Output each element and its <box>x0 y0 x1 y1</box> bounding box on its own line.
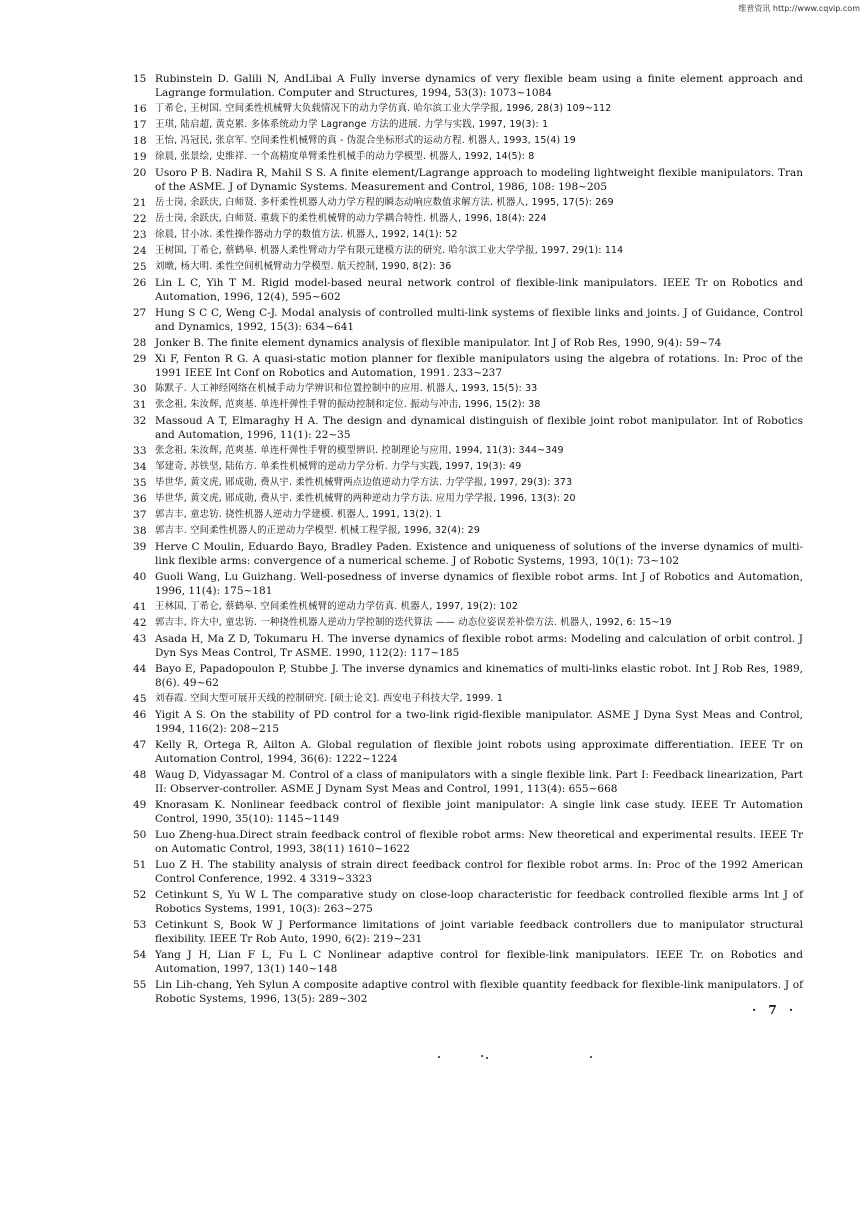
reference-text: 郭吉丰. 空间柔性机器人的正逆动力学模型. 机械工程学报, 1996, 32(4): 29 <box>155 525 480 536</box>
reference-text: 郭吉丰, 童忠钫. 挠性机器人逆动力学建模. 机器人, 1991, 13(2). 1 <box>155 509 442 520</box>
page-number: · 7 · <box>752 1003 798 1017</box>
reference-number: 46 <box>133 709 147 721</box>
reference-text: Bayo E, Papadopoulon P, Stubbe J. The inverse dynamics and kinematics of multi-links elastic robot. Int J Rob Res, 1989, 8(6). 49~62 <box>155 663 803 689</box>
reference-number: 29 <box>133 353 147 365</box>
reference-text: 丁希仑, 王树国. 空间柔性机械臂大负载情况下的动力学仿真. 哈尔滨工业大学学报, 1996, 28(3) 109~112 <box>155 103 612 114</box>
reference-text: 岳士岗, 余跃庆, 白师贤. 多杆柔性机器人动力学方程的瞬态动响应数值求解方法. 机器人, 1995, 17(5): 269 <box>155 197 614 208</box>
reference-number: 28 <box>133 337 147 349</box>
reference-item <box>133 798 803 826</box>
reference-number: 37 <box>133 509 147 521</box>
reference-number: 17 <box>133 119 147 131</box>
reference-item <box>133 616 803 630</box>
reference-number: 34 <box>133 461 147 473</box>
reference-item <box>133 918 803 946</box>
reference-text: Luo Zheng-hua.Direct strain feedback control of flexible robot arms: New theoretical and experimental results. IEEE Tr on Automatic Control, 1993, 38(11) 1610~1622 <box>155 829 803 855</box>
reference-item <box>133 102 803 116</box>
reference-text: Yigit A S. On the stability of PD control for a two-link rigid-flexible manipulator. ASME J Dyna Syst Meas and Control, 1994, 116(2): 208~215 <box>155 709 803 735</box>
reference-text: Guoli Wang, Lu Guizhang. Well-posedness of inverse dynamics of flexible robot arms. Int J of Robotics and Automation, 1996, 11(4): 175~181 <box>155 571 803 597</box>
reference-text: 张念祖, 朱汝辉, 范爽基. 单连杆弹性手臂的振动控制和定位. 振动与冲击, 1996, 15(2): 38 <box>155 399 541 410</box>
reference-item <box>133 524 803 538</box>
reference-item <box>133 260 803 274</box>
reference-item <box>133 150 803 164</box>
reference-item <box>133 570 803 598</box>
reference-item <box>133 540 803 568</box>
reference-item <box>133 948 803 976</box>
reference-item <box>133 662 803 690</box>
reference-text: 王树国, 丁希仑, 蔡鹤皋. 机器人柔性臂动力学有限元建模方法的研究. 哈尔滨工业大学学报, 1997, 29(1): 114 <box>155 245 624 256</box>
reference-list <box>133 72 803 1008</box>
reference-number: 55 <box>133 979 147 991</box>
reference-number: 21 <box>133 197 147 209</box>
reference-number: 30 <box>133 383 147 395</box>
reference-number: 25 <box>133 261 147 273</box>
reference-text: 徐晨, 甘小冰. 柔性操作器动力学的数值方法. 机器人, 1992, 14(1): 52 <box>155 229 458 240</box>
reference-number: 35 <box>133 477 147 489</box>
reference-text: Rubinstein D. Galili N, AndLibai A Fully inverse dynamics of very flexible beam using a finite element approach and Lagrange formulation. Computer and Structures, 1994, 53(3): 1073~1084 <box>155 73 803 99</box>
reference-number: 43 <box>133 633 147 645</box>
reference-text: 张念祖, 朱汝辉, 范爽基. 单连杆弹性手臂的模型辨识. 控制理论与应用, 1994, 11(3): 344~349 <box>155 445 564 456</box>
reference-text: Xi F, Fenton R G. A quasi-static motion planner for flexible manipulators using the algebra of rotations. In: Proc of the 1991 IEEE Int Conf on Robotics and Automation, 1991. 233~237 <box>155 353 803 379</box>
reference-item <box>133 476 803 490</box>
reference-number: 27 <box>133 307 147 319</box>
reference-number: 24 <box>133 245 147 257</box>
reference-text: Knorasam K. Nonlinear feedback control of flexible joint manipulator: A single link case study. IEEE Tr Automation Control, 1990, 35(10): 1145~1149 <box>155 799 803 825</box>
reference-item <box>133 768 803 796</box>
reference-item <box>133 244 803 258</box>
reference-item <box>133 72 803 100</box>
reference-text: Luo Z H. The stability analysis of strain direct feedback control for flexible robot arms. In: Proc of the 1992 American Control Conference, 1992. 4 3319~3323 <box>155 859 803 885</box>
reference-text: Kelly R, Ortega R, Ailton A. Global regulation of flexible joint robots using approximate differentiation. IEEE Tr on Automation Control, 1994, 36(6): 1222~1224 <box>155 739 803 765</box>
reference-number: 32 <box>133 415 147 427</box>
reference-number: 18 <box>133 135 147 147</box>
reference-text: Cetinkunt S, Book W J Performance limitations of joint variable feedback controllers due to manipulator structural flexibility. IEEE Tr Rob Auto, 1990, 6(2): 219~231 <box>155 919 803 945</box>
reference-number: 40 <box>133 571 147 583</box>
reference-item <box>133 414 803 442</box>
reference-number: 26 <box>133 277 147 289</box>
reference-number: 50 <box>133 829 147 841</box>
reference-number: 44 <box>133 663 147 675</box>
reference-item <box>133 978 803 1006</box>
reference-text: Waug D, Vidyassagar M. Control of a class of manipulators with a single flexible link. Part I: Feedback linearization, Part II: Observer-controller. ASME J Dynam Syst Meas and Control, 1991, 113(4): 655~668 <box>155 769 803 795</box>
reference-text: Asada H, Ma Z D, Tokumaru H. The inverse dynamics of flexible robot arms: Modeling and calculation of orbit control. J Dyn Sys Meas Control, Tr ASME. 1990, 112(2): 117~185 <box>155 633 803 659</box>
reference-item <box>133 828 803 856</box>
reference-number: 39 <box>133 541 147 553</box>
reference-text: Usoro P B. Nadira R, Mahil S S. A finite element/Lagrange approach to modeling lightweight flexible manipulators. Tran of the ASME. J of Dynamic Systems. Measurement and Control, 1986, 108: 198~205 <box>155 167 803 193</box>
reference-text: 郭吉丰, 许大中, 童忠钫. 一种挠性机器人逆动力学控制的迭代算法 —— 动态位姿误差补偿方法. 机器人, 1992, 6: 15~19 <box>155 617 672 628</box>
reference-item <box>133 460 803 474</box>
reference-text: Massoud A T, Elmaraghy H A. The design and dynamical distinguish of flexible joint robot manipulator. Int of Robotics and Automation, 1996, 11(1): 22~35 <box>155 415 803 441</box>
reference-item <box>133 692 803 706</box>
reference-number: 51 <box>133 859 147 871</box>
reference-item <box>133 134 803 148</box>
reference-text: Hung S C C, Weng C-J. Modal analysis of controlled multi-link systems of flexible links and joints. J of Guidance, Control and Dynamics, 1992, 15(3): 634~641 <box>155 307 803 333</box>
reference-number: 49 <box>133 799 147 811</box>
scan-artifacts <box>0 1055 868 1059</box>
reference-text: 王怡, 冯冠民, 张京军. 空间柔性机械臂的真 - 伪混合坐标形式的运动方程. 机器人, 1993, 15(4) 19 <box>155 135 576 146</box>
reference-item <box>133 398 803 412</box>
reference-number: 41 <box>133 601 147 613</box>
reference-number: 52 <box>133 889 147 901</box>
reference-item <box>133 276 803 304</box>
reference-text: 毕世华, 黄文虎, 郧成勋, 费从宇. 柔性机械臂的两种逆动力学方法. 应用力学学报, 1996, 13(3): 20 <box>155 493 576 504</box>
reference-number: 42 <box>133 617 147 629</box>
reference-item <box>133 508 803 522</box>
reference-item <box>133 858 803 886</box>
reference-number: 16 <box>133 103 147 115</box>
watermark: 维普资讯 http://www.cqvip.com <box>738 4 860 13</box>
reference-item <box>133 888 803 916</box>
reference-number: 53 <box>133 919 147 931</box>
reference-text: 刘暾, 杨大明. 柔性空间机械臂动力学模型. 航天控制, 1990, 8(2): 36 <box>155 261 452 272</box>
reference-item <box>133 228 803 242</box>
reference-item <box>133 196 803 210</box>
reference-text: Lin L C, Yih T M. Rigid model-based neural network control of flexible-link manipulators. IEEE Tr on Robotics and Automation, 1996, 12(4), 595~602 <box>155 277 803 303</box>
reference-number: 38 <box>133 525 147 537</box>
reference-text: 毕世华, 黄文虎, 郧成勋, 费从宇. 柔性机械臂两点边值逆动力学方法. 力学学报, 1997, 29(3): 373 <box>155 477 573 488</box>
reference-number: 48 <box>133 769 147 781</box>
reference-item <box>133 632 803 660</box>
reference-number: 36 <box>133 493 147 505</box>
reference-item <box>133 118 803 132</box>
reference-item <box>133 306 803 334</box>
reference-text: Yang J H, Lian F L, Fu L C Nonlinear adaptive control for flexible-link manipulators. IEEE Tr. on Robotics and Automation, 1997, 13(1) 140~148 <box>155 949 803 975</box>
reference-number: 31 <box>133 399 147 411</box>
reference-item <box>133 492 803 506</box>
reference-number: 45 <box>133 693 147 705</box>
reference-number: 54 <box>133 949 147 961</box>
reference-number: 20 <box>133 167 147 179</box>
reference-number: 33 <box>133 445 147 457</box>
reference-item <box>133 382 803 396</box>
reference-text: 刘春霞. 空间大型可展开天线的控制研究. [硕士论文]. 西安电子科技大学, 1999. 1 <box>155 693 504 704</box>
reference-number: 23 <box>133 229 147 241</box>
reference-item <box>133 352 803 380</box>
reference-text: Cetinkunt S, Yu W L The comparative study on close-loop characteristic for feedback controlled flexible arms Int J of Robotics Systems, 1991, 10(3): 263~275 <box>155 889 803 915</box>
reference-number: 22 <box>133 213 147 225</box>
reference-text: 岳士岗, 余跃庆, 白师贤. 重载下的柔性机械臂的动力学耦合特性. 机器人, 1996, 18(4): 224 <box>155 213 547 224</box>
reference-item <box>133 708 803 736</box>
reference-item <box>133 600 803 614</box>
reference-item <box>133 336 803 350</box>
reference-number: 47 <box>133 739 147 751</box>
reference-text: 王林国, 丁希仑, 蔡鹤皋. 空间柔性机械臂的逆动力学仿真. 机器人, 1997, 19(2): 102 <box>155 601 519 612</box>
reference-text: Herve C Moulin, Eduardo Bayo, Bradley Paden. Existence and uniqueness of solutions of the inverse dynamics of multi-link flexible arms: convergence of a numerical scheme. J of Robotic Systems, 1993, 10(1): 73~102 <box>155 541 803 567</box>
reference-text: 陈默子. 人工神经网络在机械手动力学辨识和位置控制中的应用. 机器人, 1993, 15(5): 33 <box>155 383 538 394</box>
reference-text: 徐晨, 张景绘, 史维祥. 一个高精度单臂柔性机械手的动力学模型. 机器人, 1992, 14(5): 8 <box>155 151 535 162</box>
reference-text: Jonker B. The finite element dynamics analysis of flexible manipulator. Int J of Rob Res, 1990, 9(4): 59~74 <box>155 337 722 349</box>
reference-item <box>133 166 803 194</box>
reference-number: 19 <box>133 151 147 163</box>
reference-text: 邹建奇, 苏铁坚, 陆佑方. 单柔性机械臂的逆动力学分析. 力学与实践, 1997, 19(3): 49 <box>155 461 522 472</box>
reference-text: Lin Lih-chang, Yeh Sylun A composite adaptive control with flexible quantity feedback for flexible-link manipulators. J of Robotic Systems, 1996, 13(5): 289~302 <box>155 979 803 1005</box>
reference-number: 15 <box>133 73 147 85</box>
reference-text: 王琪, 陆启超, 黄克累. 多体系统动力学 Lagrange 方法的进展. 力学与实践, 1997, 19(3): 1 <box>155 119 549 130</box>
reference-item <box>133 212 803 226</box>
reference-item <box>133 738 803 766</box>
reference-item <box>133 444 803 458</box>
